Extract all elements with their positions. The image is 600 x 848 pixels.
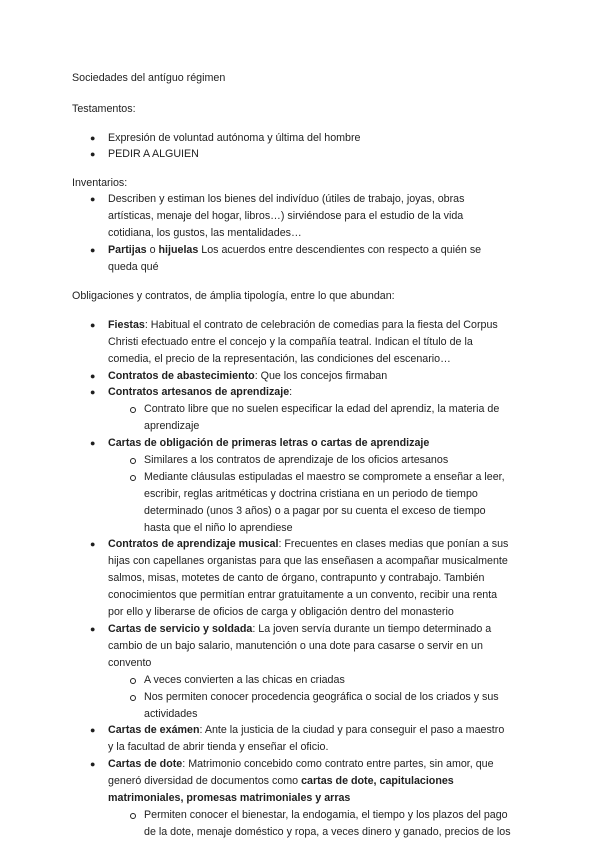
sub-list-item-line: Similares a los contratos de aprendizaje de los oficios artesanos bbox=[144, 454, 449, 466]
sub-list-item-line: aprendizaje bbox=[144, 420, 200, 432]
list-item-line: cambio de un bajo salario, manutención o una dote para casarse o servir en un bbox=[108, 640, 483, 652]
sub-bullet-circle bbox=[130, 695, 136, 701]
list-item-line: Cartas de exámen: Ante la justicia de la ciudad y para conseguir el paso a maestro bbox=[108, 724, 505, 736]
list-item-line: Cartas de obligación de primeras letras o cartas de aprendizaje bbox=[108, 437, 430, 449]
bullet-dot: ● bbox=[90, 371, 96, 381]
list-item-line: conocimientos que permitían entrar gratuitamente a un convento, recibir una renta bbox=[108, 589, 498, 601]
bullet-dot: ● bbox=[90, 245, 96, 255]
bullet-dot: ● bbox=[90, 133, 96, 143]
list-item: Expresión de voluntad autónoma y última del hombre bbox=[108, 132, 361, 144]
list-item-line: Christi efectuado entre el concejo y la compañía teatral. Indican el título de la bbox=[108, 336, 473, 348]
sub-list-item-line: Mediante cláusulas estipuladas el maestro se compromete a enseñar a leer, bbox=[144, 471, 505, 483]
sub-bullet-circle bbox=[130, 458, 136, 464]
bullet-dot: ● bbox=[90, 149, 96, 159]
list-item-line: salmos, misas, motetes de canto de órgano, contrapunto y contrabajo. También bbox=[108, 572, 485, 584]
sub-bullet-circle bbox=[130, 475, 136, 481]
list-item-line: convento bbox=[108, 657, 152, 669]
bullet-dot: ● bbox=[90, 387, 96, 397]
list-item-line: Partijas o hijuelas Los acuerdos entre descendientes con respecto a quién se bbox=[108, 244, 482, 256]
sub-bullet-circle bbox=[130, 813, 136, 819]
list-item-line: artísticas, menaje del hogar, libros…) sirviéndose para el estudio de la vida bbox=[108, 210, 464, 222]
sub-list-item-line: Permiten conocer el bienestar, la endogamia, el tiempo y los plazos del pago bbox=[144, 809, 508, 821]
sub-list-item-line: actividades bbox=[144, 708, 198, 720]
list-item-line: por ello y liberarse de oficios de carga y obligación dentro del monasterio bbox=[108, 606, 454, 618]
list-item-line: y la facultad de abrir tienda y enseñar el oficio. bbox=[108, 741, 329, 753]
sub-list-item-line: determinado (unos 3 años) o a pagar por su cuenta el exceso de tiempo bbox=[144, 505, 486, 517]
sub-bullet-circle bbox=[130, 407, 136, 413]
bullet-dot: ● bbox=[90, 438, 96, 448]
list-item-line: comedia, el precio de la representación, las condiciones del escenario… bbox=[108, 353, 451, 365]
list-item: PEDIR A ALGUIEN bbox=[108, 148, 199, 160]
sub-list-item-line: de la dote, menaje doméstico y ropa, a veces dinero y ganado, precios de los bbox=[144, 826, 511, 838]
sub-list-item-line: A veces convierten a las chicas en criadas bbox=[144, 674, 345, 686]
list-item-line: Contratos artesanos de aprendizaje: bbox=[108, 386, 293, 398]
document-title: Sociedades del antíguo régimen bbox=[72, 72, 226, 84]
bullet-dot: ● bbox=[90, 624, 96, 634]
sub-list-item-line: Nos permiten conocer procedencia geográfica o social de los criados y sus bbox=[144, 691, 499, 703]
sub-list-item-line: escribir, reglas aritméticas y doctrina cristiana en un periodo de tiempo bbox=[144, 488, 478, 500]
sub-list-item-line: Contrato libre que no suelen especificar la edad del aprendiz, la materia de bbox=[144, 403, 500, 415]
list-item-line: generó diversidad de documentos como cartas de dote, capitulaciones bbox=[108, 775, 454, 787]
section-heading-obligaciones: Obligaciones y contratos, de ámplia tipología, entre lo que abundan: bbox=[72, 290, 395, 302]
list-item-line: cotidiana, los gustos, las mentalidades… bbox=[108, 227, 302, 239]
bullet-dot: ● bbox=[90, 194, 96, 204]
list-item-line: Describen y estiman los bienes del indivíduo (útiles de trabajo, joyas, obras bbox=[108, 193, 465, 205]
bullet-dot: ● bbox=[90, 320, 96, 330]
bullet-dot: ● bbox=[90, 759, 96, 769]
list-item-line: hijas con capellanes organistas para que las enseñasen a acompañar musicalmente bbox=[108, 555, 508, 567]
list-item-line: Fiestas: Habitual el contrato de celebración de comedias para la fiesta del Corpus bbox=[108, 319, 498, 331]
list-item-line: matrimoniales, promesas matrimoniales y arras bbox=[108, 792, 351, 804]
section-heading-testamentos: Testamentos: bbox=[72, 103, 136, 115]
list-item-line: Cartas de dote: Matrimonio concebido como contrato entre partes, sin amor, que bbox=[108, 758, 494, 770]
section-heading-inventarios: Inventarios: bbox=[72, 177, 128, 189]
list-item-line: Contratos de abastecimiento: Que los concejos firmaban bbox=[108, 370, 388, 382]
sub-bullet-circle bbox=[130, 678, 136, 684]
list-item-line: Cartas de servicio y soldada: La joven servía durante un tiempo determinado a bbox=[108, 623, 492, 635]
list-item-line: queda qué bbox=[108, 261, 159, 273]
list-item-line: Contratos de aprendizaje musical: Frecuentes en clases medias que ponían a sus bbox=[108, 538, 509, 550]
bullet-dot: ● bbox=[90, 725, 96, 735]
sub-list-item-line: hasta que el niño lo aprendiese bbox=[144, 522, 293, 534]
bullet-dot: ● bbox=[90, 539, 96, 549]
